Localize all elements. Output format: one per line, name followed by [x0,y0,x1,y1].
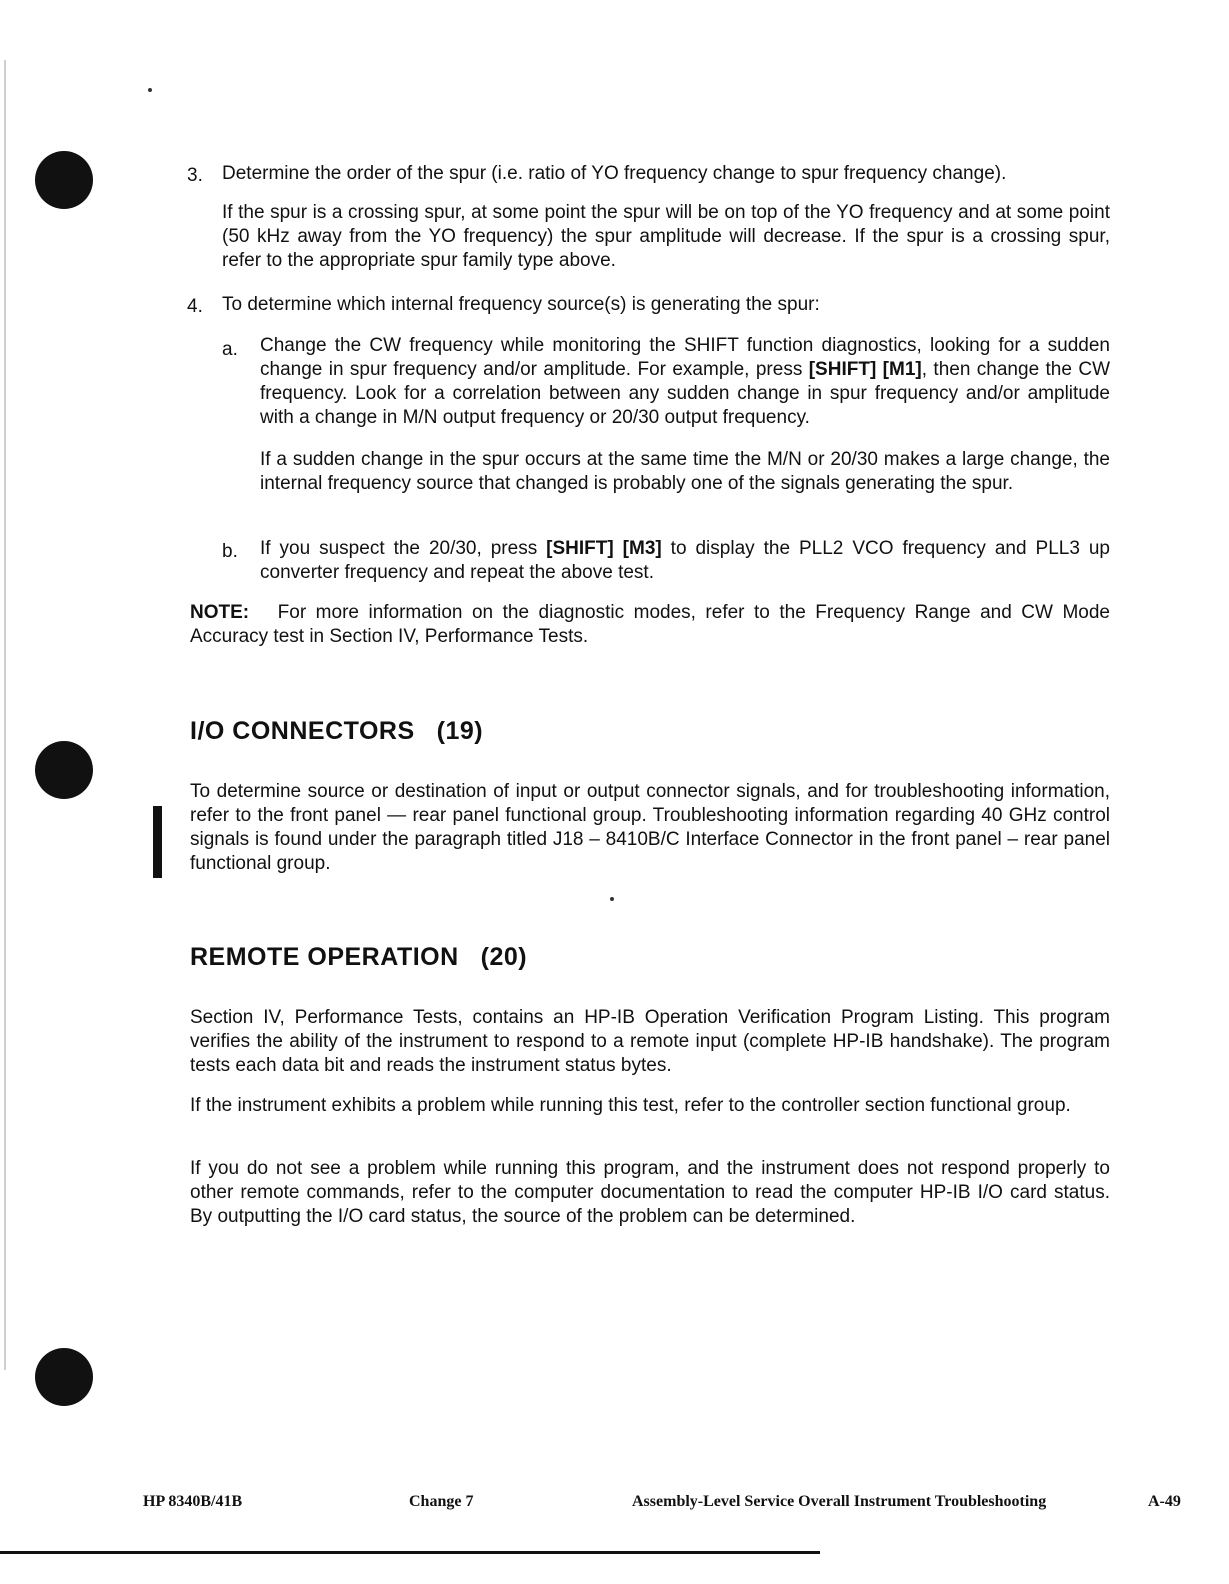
key-sequence: [SHIFT] [M1] [808,359,922,380]
key-sequence: [SHIFT] [M3] [546,538,662,559]
section-heading [190,942,527,972]
bottom-rule [0,1551,820,1554]
binder-hole-middle [35,741,93,799]
footer-model: HP 8340B/41B [143,1493,243,1510]
section-paragraph: If you do not see a problem while running this program, and the instrument does not respond properly to other remote commands, refer to the computer documentation to read the computer HP-IB I/O card status. By outputting the I/O card status, the source of the problem can be determined. [190,1158,1110,1227]
revision-bar [153,806,162,878]
section-paragraph: If the instrument exhibits a problem while running this test, refer to the controller section functional group. [190,1095,1071,1116]
substep-text [260,537,1110,585]
footer-section: Assembly-Level Service Overall Instrument Troubleshooting [632,1493,1047,1510]
step-number: 3. [187,165,203,186]
section-paragraph: Section IV, Performance Tests, contains an HP-IB Operation Verification Program Listing. This program verifies the ability of the instrument to respond to a remote input (complete HP-IB handshake). The program tests each data bit and reads the instrument status bytes. [190,1007,1110,1076]
footer-change: Change 7 [409,1493,474,1510]
binder-hole-top [35,151,93,209]
substep-letter: b. [222,541,238,562]
binder-hole-bottom [35,1348,93,1406]
footer-page-number: A-49 [1148,1493,1181,1510]
section-title: REMOTE OPERATION [190,943,459,971]
substep-letter: a. [222,339,238,360]
substep-text-part: Change the CW frequency while monitoring the SHIFT function diagnostics, looking for a sudden change in spur frequency and/or amplitude. For example, press [260,335,1110,380]
speck [610,897,614,901]
section-code: (19) [436,717,484,745]
substep-text-part: to display the PLL2 VCO frequency and PLL3 up converter frequency and repeat the above test. [260,538,1110,583]
step-note: If the spur is a crossing spur, at some point the spur will be on top of the YO frequency and at some point (50 kHz away from the YO frequency) the spur amplitude will decrease. If the spur is a crossing spur, refer to the appropriate spur family type above. [222,202,1110,271]
step-text: To determine which internal frequency source(s) is generating the spur: [222,294,820,315]
note-label: NOTE: [190,602,250,623]
substep-note: If a sudden change in the spur occurs at the same time the M/N or 20/30 makes a large change, the internal frequency source that changed is probably one of the signals generating the spur. [260,449,1110,494]
note-text: For more information on the diagnostic modes, refer to the Frequency Range and CW Mode Accuracy test in Section IV, Performance Tests. [190,602,1110,647]
section-title: I/O CONNECTORS [190,717,415,745]
substep-text [260,334,1110,430]
step-text: Determine the order of the spur (i.e. ratio of YO frequency change to spur frequency change). [222,163,1007,184]
note-paragraph [190,601,1110,649]
section-paragraph: To determine source or destination of input or output connector signals, and for troubleshooting information, refer to the front panel — rear panel functional group. Troubleshooting information regarding 40 GHz control signals is found under the paragraph titled J18 – 8410B/C Interface Connector in the front panel – rear panel functional group. [190,781,1110,874]
page-edge [4,60,6,1370]
step-number: 4. [187,296,203,317]
substep-text-part: , then change the CW frequency. Look for a correlation between any sudden change in spur frequency and/or amplitude with a change in M/N output frequency or 20/30 output frequency. [260,359,1111,428]
speck [148,88,152,92]
substep-text-part: If you suspect the 20/30, press [260,538,547,559]
section-code: (20) [480,943,528,971]
section-heading [190,716,483,746]
